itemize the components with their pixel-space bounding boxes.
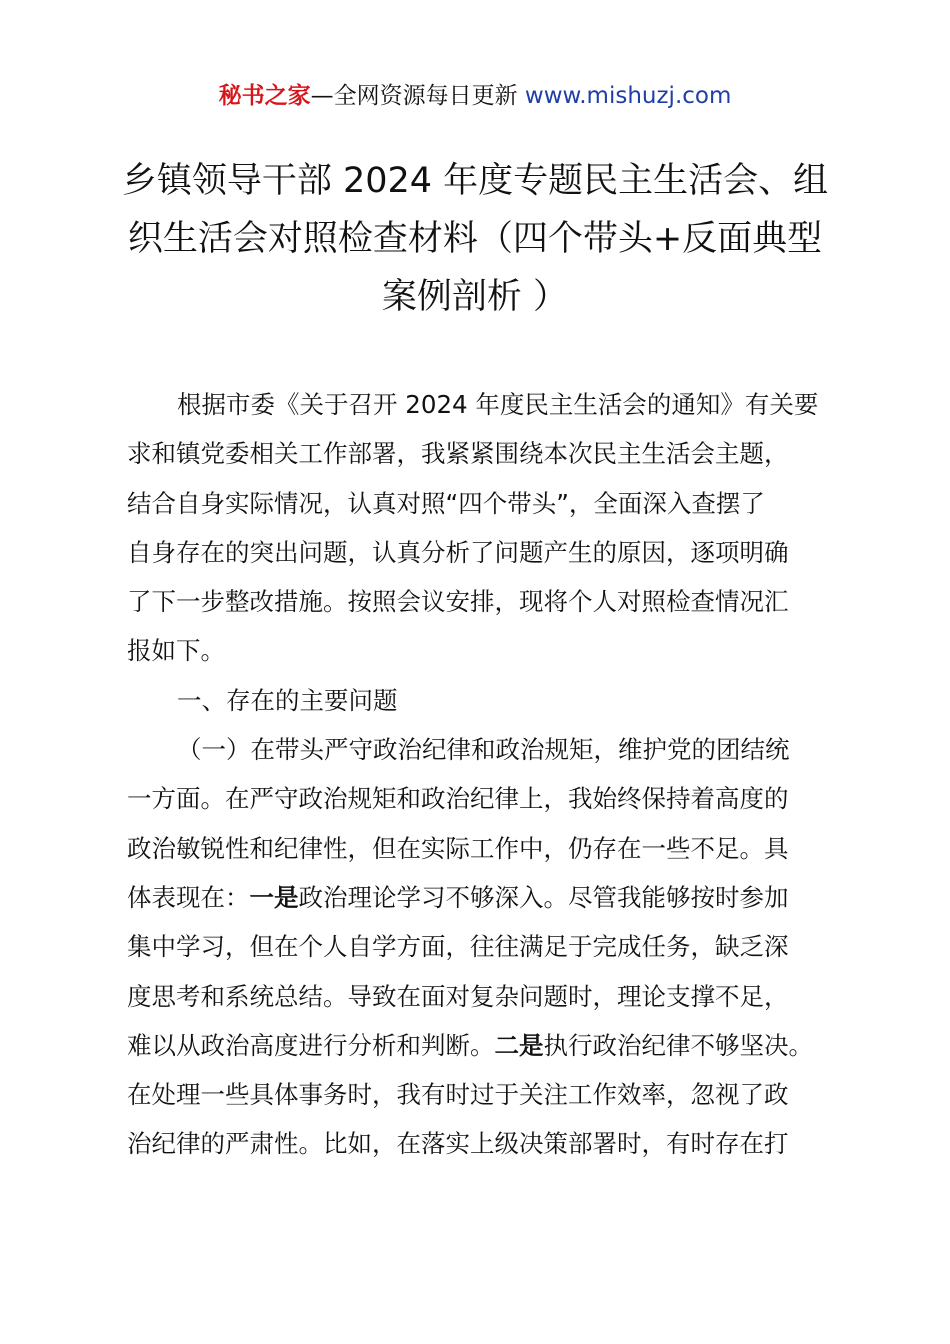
text-run: 政治理论学习不够深入。尽管我能够按时参加 bbox=[298, 882, 789, 912]
bold-marker: 二是 bbox=[494, 1030, 544, 1060]
paragraph-line: 集中学习，但在个人自学方面，往往满足于完成任务，缺乏深 bbox=[127, 932, 789, 962]
intro-line: 结合自身实际情况，认真对照“四个带头”，全面深入查摆了 bbox=[127, 488, 765, 518]
bold-marker: 一是 bbox=[249, 882, 299, 912]
paragraph-line: 政治敏锐性和纪律性，但在实际工作中，仍存在一些不足。具 bbox=[127, 833, 789, 863]
intro-line: 了下一步整改措施。按照会议安排，现将个人对照检查情况汇 bbox=[127, 587, 789, 617]
section-heading: 一、存在的主要问题 bbox=[177, 685, 398, 715]
document-body bbox=[127, 380, 837, 1169]
document-title bbox=[110, 152, 840, 326]
paragraph-line: 治纪律的严肃性。比如，在落实上级决策部署时，有时存在打 bbox=[127, 1129, 789, 1159]
paragraph-line: 在处理一些具体事务时，我有时过于关注工作效率，忽视了政 bbox=[127, 1080, 789, 1110]
intro-line: 报如下。 bbox=[127, 636, 225, 666]
header-tagline: —全网资源每日更新 bbox=[310, 83, 525, 109]
paragraph-line bbox=[127, 873, 837, 922]
paragraph-line: 一方面。在严守政治规矩和政治纪律上，我始终保持着高度的 bbox=[127, 784, 789, 814]
site-header bbox=[0, 80, 950, 112]
title-line: 织生活会对照检查材料（四个带头+反面典型 bbox=[127, 219, 823, 259]
paragraph-line bbox=[127, 1021, 837, 1070]
text-run: 难以从政治高度进行分析和判断。 bbox=[127, 1030, 495, 1060]
text-run: 体表现在： bbox=[127, 882, 250, 912]
paragraph-line: 度思考和系统总结。导致在面对复杂问题时，理论支撑不足， bbox=[127, 981, 789, 1011]
brand-name: 秘书之家 bbox=[218, 83, 311, 109]
title-line: 案例剖析 ） bbox=[381, 277, 569, 317]
text-run: 执行政治纪律不够坚决。 bbox=[543, 1030, 813, 1060]
intro-line: 根据市委《关于召开 2024 年度民主生活会的通知》有关要 bbox=[177, 390, 819, 419]
intro-line: 自身存在的突出问题，认真分析了问题产生的原因，逐项明确 bbox=[127, 537, 789, 567]
intro-line: 求和镇党委相关工作部署，我紧紧围绕本次民主生活会主题， bbox=[127, 439, 789, 469]
paragraph-line: （一）在带头严守政治纪律和政治规矩，维护党的团结统 bbox=[177, 735, 790, 765]
site-url-link[interactable]: www.mishuzj.com bbox=[524, 83, 732, 109]
title-line: 乡镇领导干部 2024 年度专题民主生活会、组 bbox=[121, 161, 829, 201]
